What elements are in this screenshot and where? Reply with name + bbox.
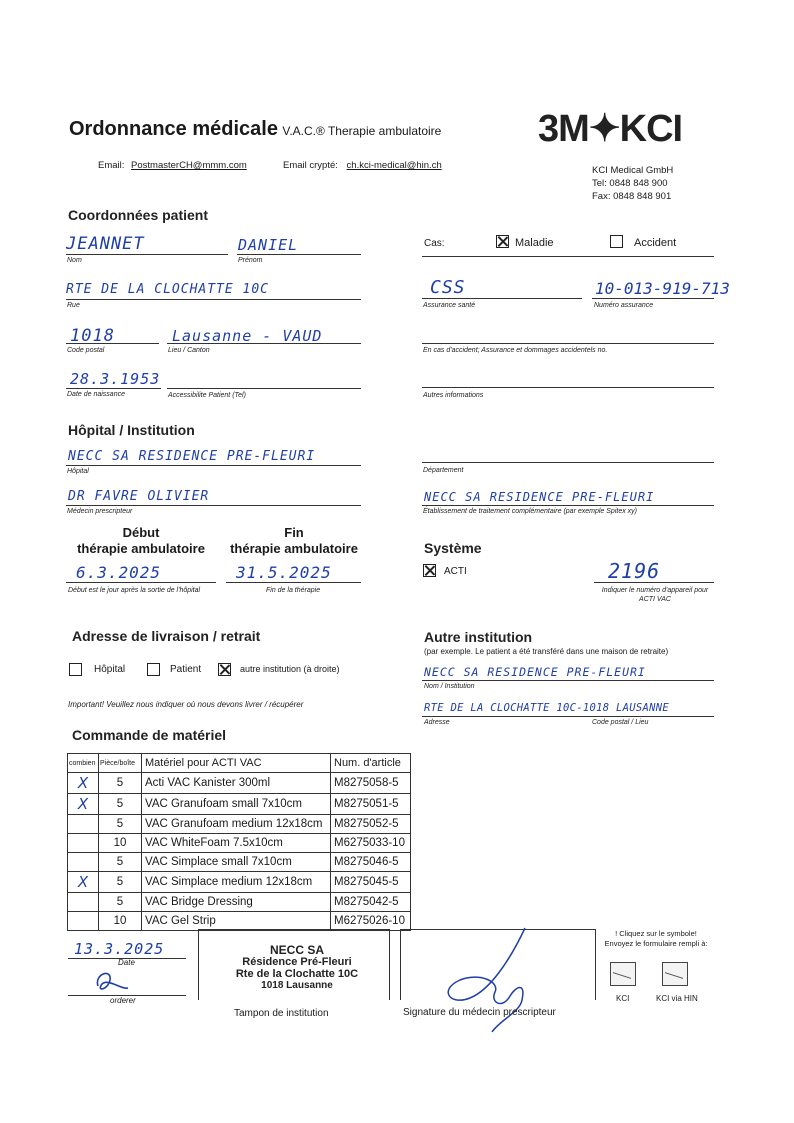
livraison-heading: Adresse de livraison / retrait	[72, 628, 261, 644]
appareil-label-2: ACTI VAC	[639, 596, 671, 603]
footer-date-value[interactable]: 13.3.2025	[74, 940, 165, 958]
email-row	[98, 160, 247, 171]
combien-cell[interactable]	[68, 834, 99, 853]
debut-title-2: thérapie ambulatoire	[77, 541, 205, 556]
appareil-numero-value[interactable]: 2196	[608, 559, 661, 583]
medecin-value[interactable]: DR FAVRE OLIVIER	[68, 489, 210, 504]
assurance-label: Assurance santé	[423, 302, 476, 309]
nom-label: Nom	[67, 257, 82, 264]
patient-nom-value[interactable]: JEANNET	[66, 234, 145, 254]
numero-assurance-value[interactable]: 10-013-919-713	[595, 279, 730, 298]
crypto-email-row	[283, 160, 442, 171]
medecin-label: Médecin prescripteur	[67, 508, 133, 515]
article-cell: M8275042-5	[331, 893, 411, 912]
maladie-checkbox[interactable]	[496, 235, 509, 248]
access-label: Accessibilite Patient (Tel)	[168, 392, 246, 399]
company-name: KCI Medical GmbH	[592, 165, 674, 176]
article-cell: M8275046-5	[331, 853, 411, 872]
fin-value[interactable]: 31.5.2025	[236, 563, 332, 582]
title-text: Ordonnance médicale	[69, 118, 278, 140]
accident-label: Accident	[634, 237, 677, 249]
autre-institution-heading: Autre institution	[424, 629, 533, 645]
quantity-cell: 5	[99, 893, 142, 912]
autre-adresse-label: Adresse	[424, 719, 450, 726]
quantity-cell: 5	[99, 872, 142, 893]
commande-table-header	[68, 754, 411, 773]
combien-cell[interactable]: X	[68, 773, 99, 794]
acti-checkbox[interactable]	[423, 564, 436, 577]
email-label: Email:	[98, 160, 125, 171]
stamp-line-3: Rte de la Clochatte 10C	[235, 968, 359, 980]
stamp-label: Tampon de institution	[234, 1008, 329, 1019]
table-row	[68, 834, 411, 853]
livraison-autre-checkbox[interactable]	[218, 663, 231, 676]
send-note-2: Envoyez le formulaire rempli à:	[604, 939, 708, 948]
send-note-1: ! Cliquez sur le symbole!	[615, 929, 697, 938]
article-cell: M8275058-5	[331, 773, 411, 794]
logo: 3M✦KCI	[538, 108, 683, 150]
subtitle-text: V.A.C.® Therapie ambulatoire	[282, 124, 442, 138]
combien-cell[interactable]	[68, 893, 99, 912]
prenom-label: Prénom	[238, 257, 263, 264]
quantity-cell: 5	[99, 794, 142, 815]
debut-label: Début est le jour après la sortie de l'hôpital	[68, 587, 201, 594]
company-tel: Tel: 0848 848 900	[592, 178, 668, 189]
hopital-heading: Hôpital / Institution	[68, 422, 195, 438]
patient-heading: Coordonnées patient	[68, 207, 209, 223]
combien-cell[interactable]	[68, 815, 99, 834]
kci-mail-icon[interactable]	[610, 962, 636, 986]
combien-cell[interactable]: X	[68, 794, 99, 815]
commande-table	[67, 753, 411, 931]
etablissement-value[interactable]: NECC SA RESIDENCE PRE-FLEURI	[424, 490, 655, 504]
debut-title	[72, 525, 210, 557]
cas-label: Cas:	[424, 238, 445, 249]
appareil-label	[594, 586, 716, 604]
table-row	[68, 794, 411, 815]
table-row	[68, 893, 411, 912]
patient-prenom-value[interactable]: DANIEL	[238, 236, 299, 254]
code-postal-label: Code postal	[67, 347, 105, 354]
livraison-hopital-checkbox[interactable]	[69, 663, 82, 676]
company-fax: Fax: 0848 848 901	[592, 191, 672, 202]
send-note	[596, 929, 716, 949]
livraison-autre-label: autre institution (à droite)	[240, 664, 340, 674]
col-article: Num. d'article	[331, 754, 411, 773]
naissance-label: Date de naissance	[67, 391, 125, 398]
fin-title	[224, 525, 364, 557]
institution-stamp	[212, 944, 382, 992]
patient-code-postal-value[interactable]: 1018	[70, 326, 115, 346]
article-cell: M8275052-5	[331, 815, 411, 834]
quantity-cell: 5	[99, 853, 142, 872]
combien-cell[interactable]	[68, 912, 99, 931]
material-cell: VAC Simplace medium 12x18cm	[142, 872, 331, 893]
material-cell: Acti VAC Kanister 300ml	[142, 773, 331, 794]
material-cell: VAC Granufoam medium 12x18cm	[142, 815, 331, 834]
table-row	[68, 853, 411, 872]
material-cell: VAC Bridge Dressing	[142, 893, 331, 912]
combien-cell[interactable]: X	[68, 872, 99, 893]
article-cell: M6275026-10	[331, 912, 411, 931]
patient-rue-value[interactable]: RTE DE LA CLOCHATTE 10C	[66, 282, 270, 297]
page-title	[69, 118, 441, 141]
col-materiel: Matériel pour ACTI VAC	[142, 754, 331, 773]
table-row	[68, 912, 411, 931]
crypto-email-label: Email crypté:	[283, 160, 338, 171]
livraison-important: Important! Veuillez nous indiquer où nous devons livrer / récupérer	[68, 700, 304, 709]
quantity-cell: 10	[99, 912, 142, 931]
debut-value[interactable]: 6.3.2025	[76, 563, 162, 582]
fin-title-1: Fin	[284, 525, 304, 540]
debut-title-1: Début	[122, 525, 160, 540]
article-cell: M6275033-10	[331, 834, 411, 853]
livraison-patient-checkbox[interactable]	[147, 663, 160, 676]
lieu-label: Lieu / Canton	[168, 347, 210, 354]
col-piece-boite: Pièce/boîte	[99, 754, 142, 773]
commande-heading: Commande de matériel	[72, 727, 227, 743]
stamp-line-2: Résidence Pré-Fleuri	[242, 956, 352, 968]
table-row	[68, 872, 411, 893]
footer-date-label: Date	[118, 958, 135, 967]
livraison-patient-label: Patient	[170, 664, 202, 675]
material-cell: VAC WhiteFoam 7.5x10cm	[142, 834, 331, 853]
col-combien: combien	[68, 754, 99, 773]
autre-code-label: Code postal / Lieu	[592, 719, 649, 726]
material-cell: VAC Gel Strip	[142, 912, 331, 931]
quantity-cell: 5	[99, 815, 142, 834]
autre-nom-label: Nom / Institution	[424, 683, 475, 690]
fin-label: Fin de la thérapie	[266, 587, 321, 594]
table-row	[68, 773, 411, 794]
quantity-cell: 10	[99, 834, 142, 853]
commande-table-body	[68, 773, 411, 931]
hopital-label: Hôpital	[67, 468, 89, 475]
assurance-value[interactable]: CSS	[430, 277, 466, 298]
combien-cell[interactable]	[68, 853, 99, 872]
signature-label: Signature du médecin prescripteur	[403, 1007, 556, 1018]
systeme-heading: Système	[424, 540, 482, 556]
doctor-signature	[430, 920, 570, 1040]
autres-label: Autres informations	[423, 392, 484, 399]
autre-institution-note: (par exemple. Le patient a été transféré dans une maison de retraite)	[424, 647, 669, 656]
patient-lieu-value[interactable]: Lausanne - VAUD	[172, 327, 323, 345]
accident-checkbox[interactable]	[610, 235, 623, 248]
stamp-line-1: NECC SA	[269, 943, 324, 957]
crypto-email-link[interactable]: ch.kci-medical@hin.ch	[346, 160, 442, 171]
kci-send-label: KCI	[616, 994, 630, 1003]
material-cell: VAC Simplace small 7x10cm	[142, 853, 331, 872]
accident-note-label: En cas d'accident; Assurance et dommages accidentels no.	[423, 347, 608, 354]
rue-label: Rue	[67, 302, 80, 309]
material-cell: VAC Granufoam small 7x10cm	[142, 794, 331, 815]
acti-label: ACTI	[444, 566, 467, 577]
numero-assurance-label: Numéro assurance	[594, 302, 654, 309]
orderer-signature-icon	[92, 966, 132, 996]
etablissement-label: Établissement de traitement complémentaire (par exemple Spitex xy)	[423, 508, 637, 515]
appareil-label-1: Indiquer le numéro d'appareil pour	[601, 587, 709, 594]
kci-hin-mail-icon[interactable]	[662, 962, 688, 986]
autre-nom-value[interactable]: NECC SA RESIDENCE PRE-FLEURI	[424, 665, 646, 679]
article-cell: M8275045-5	[331, 872, 411, 893]
livraison-hopital-label: Hôpital	[94, 664, 126, 675]
departement-label: Département	[423, 467, 464, 474]
stamp-line-4: 1018 Lausanne	[261, 980, 333, 991]
hopital-value[interactable]: NECC SA RESIDENCE PRE-FLEURI	[68, 449, 316, 464]
fin-title-2: thérapie ambulatoire	[230, 541, 358, 556]
company-info	[592, 164, 673, 203]
patient-naissance-value[interactable]: 28.3.1953	[70, 370, 161, 388]
article-cell: M8275051-5	[331, 794, 411, 815]
autre-adresse-value[interactable]: RTE DE LA CLOCHATTE 10C-1018 LAUSANNE	[424, 702, 669, 714]
table-row	[68, 815, 411, 834]
email-link[interactable]: PostmasterCH@mmm.com	[131, 160, 247, 171]
orderer-label: orderer	[110, 996, 136, 1005]
quantity-cell: 5	[99, 773, 142, 794]
kci-hin-send-label: KCI via HIN	[656, 994, 698, 1003]
maladie-label: Maladie	[515, 237, 554, 249]
